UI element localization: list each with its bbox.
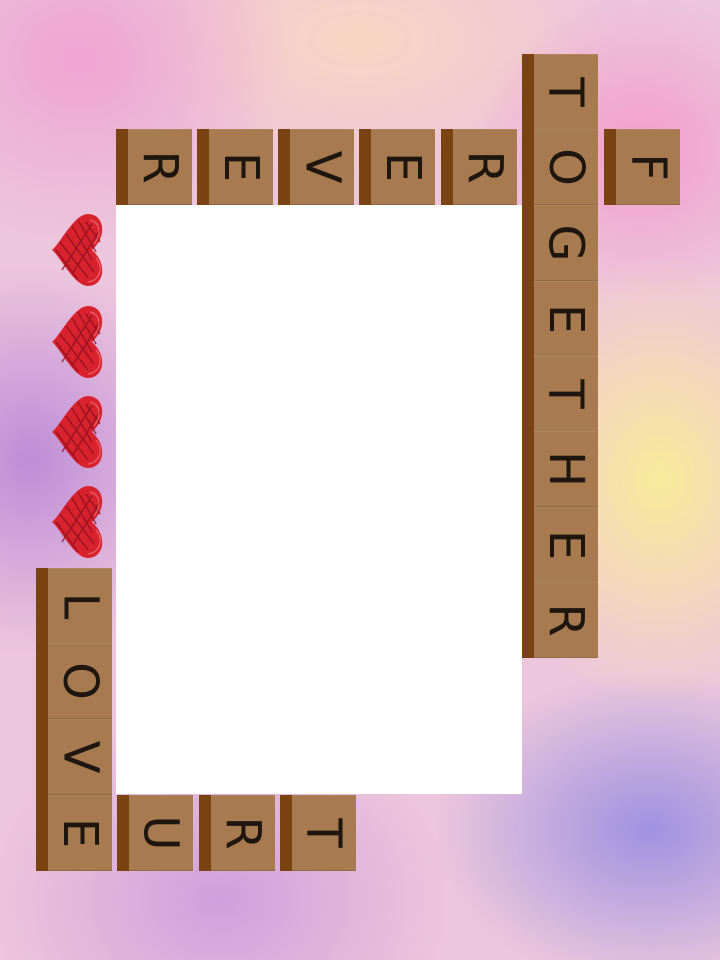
tile-letter: R bbox=[131, 150, 188, 184]
tile-love-o bbox=[36, 643, 112, 719]
tile-true-t bbox=[280, 795, 356, 871]
tile-letter: E bbox=[212, 151, 269, 183]
tile-letter: T bbox=[537, 379, 594, 409]
tile-letter: T bbox=[537, 77, 594, 107]
tile-letter: U bbox=[132, 815, 189, 851]
tile-letter: E bbox=[537, 529, 594, 561]
tile-together-e2 bbox=[522, 507, 598, 583]
tile-together-t1 bbox=[522, 54, 598, 130]
tile-together-e1 bbox=[522, 281, 598, 357]
tile-letter: O bbox=[52, 662, 108, 700]
tile-love-l bbox=[36, 568, 112, 644]
tile-forever-e2 bbox=[197, 129, 273, 205]
tile-letter: R bbox=[456, 150, 513, 184]
tile-forever-f bbox=[604, 129, 680, 205]
tile-forever-r bbox=[441, 129, 517, 205]
tile-letter: G bbox=[537, 224, 594, 262]
tile-together-t2 bbox=[522, 356, 598, 432]
tile-love-e bbox=[36, 795, 112, 871]
tile-letter: E bbox=[537, 303, 594, 335]
tile-letter: E bbox=[51, 817, 108, 849]
tile-love-v bbox=[36, 719, 112, 795]
tile-forever-e1 bbox=[359, 129, 435, 205]
tile-true-r bbox=[199, 795, 275, 871]
tile-letter: V bbox=[294, 150, 350, 184]
heart-icon bbox=[52, 486, 102, 558]
tile-letter: F bbox=[619, 153, 676, 181]
tile-true-u bbox=[117, 795, 193, 871]
tile-letter: H bbox=[538, 450, 594, 488]
tile-letter: L bbox=[52, 592, 108, 620]
tile-letter: O bbox=[538, 148, 594, 186]
photo-placeholder bbox=[116, 205, 522, 794]
tile-together-h bbox=[522, 431, 598, 507]
tile-forever-r2 bbox=[116, 129, 192, 205]
hearts-column bbox=[34, 200, 114, 570]
tile-letter: V bbox=[52, 740, 108, 774]
tile-together-g bbox=[522, 205, 598, 281]
heart-icon bbox=[52, 396, 102, 468]
heart-icon bbox=[52, 306, 102, 378]
tile-letter: T bbox=[295, 818, 352, 848]
tile-together-r bbox=[522, 582, 598, 658]
heart-icon bbox=[52, 214, 102, 286]
tile-together-o bbox=[522, 129, 598, 205]
tile-letter: R bbox=[537, 603, 594, 637]
tile-forever-v bbox=[278, 129, 354, 205]
tile-letter: R bbox=[214, 816, 271, 850]
tile-letter: E bbox=[374, 151, 431, 183]
